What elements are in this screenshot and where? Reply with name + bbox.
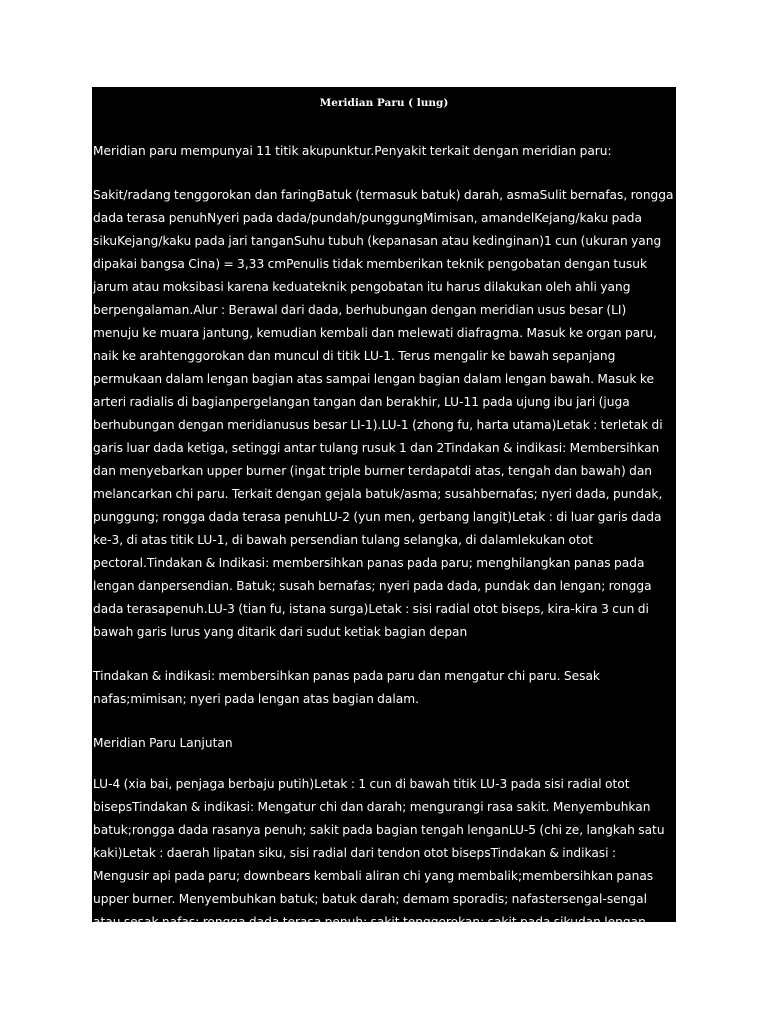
document-page [92, 87, 676, 952]
paragraph-lu4-lu5: LU-4 (xia bai, penjaga berbaju putih)Letak : 1 cun di bawah titik LU-3 pada sisi radial otot bisepsTindakan & indikasi: Mengatur chi dan darah; mengurangi rasa sakit. Menyembuhkan batuk;rongga dada rasanya penuh; sakit pada bagian tengah lenganLU-5 (chi ze, langkah satu kaki)Letak : daerah lipatan siku, sisi radial dari tendon otot bisepsTindakan & indikasi : Mengusir api pada paru; downbears kembali aliran chi yang membalik;membersihkan panas upper burner. Menyembuhkan batuk; batuk darah; demam sporadis; nafastersengal-sengal atau sesak nafas; rongga dada terasa penuh; sakit tenggorokan; sakit pada sikudan lengan dengan gejala sulit [93, 777, 665, 952]
paragraph-lu3-indications: Tindakan & indikasi: membersihkan panas pada paru dan mengatur chi paru. Sesak nafas;mimisan; nyeri pada lengan atas bagian dalam. [93, 669, 600, 706]
paragraph-symptoms-and-points: Sakit/radang tenggorokan dan faringBatuk (termasuk batuk) darah, asmaSulit bernafas, rongga dada terasa penuhNyeri pada dada/pundah/punggungMimisan, amandelKejang/kaku pada sikuKejang/kaku pada jari tanganSuhu tubuh (kepanasan atau kedinginan)1 cun (ukuran yang dipakai bangsa Cina) = 3,33 cmPenulis tidak memberikan teknik pengobatan dengan tusuk jarum atau moksibasi karena keduateknik pengobatan itu harus dilakukan oleh ahli yang berpengalaman.Alur : Berawal dari dada, berhubungan dengan meridian usus besar (LI) menuju ke muara jantung, kemudian kembali dan melewati diafragma. Masuk ke organ paru, naik ke arahtenggorokan dan muncul di titik LU-1. Terus mengalir ke bawah sepanjang permukaan dalam lengan bagian atas sampai lengan bagian dalam lengan bawah. Masuk ke arteri radialis di bagianpergelangan tangan dan berakhir, LU-11 pada ujung ibu jari (juga berhubungan dengan meridianusus besar LI-1).LU-1 (zhong fu, harta utama)Letak : terletak di garis luar dada ketiga, setinggi antar tulang rusuk 1 dan 2Tindakan & indikasi: Membersihkan dan menyebarkan upper burner (ingat triple burner terdapatdi atas, tengah dan bawah) dan melancarkan chi paru. Terkait dengan gejala batuk/asma; susahbernafas; nyeri dada, pundak, punggung; rongga dada terasa penuhLU-2 (yun men, gerbang langit)Letak : di luar garis dada ke-3, di atas titik LU-1, di bawah persendian tulang selangka, di dalamlekukan otot pectoral.Tindakan & Indikasi: membersihkan panas pada paru; menghilangkan panas pada lengan danpersendian. Batuk; susah bernafas; nyeri pada dada, pundak dan lengan; rongga dada terasapenuh.LU-3 (tian fu, istana surga)Letak : sisi radial otot biseps, kira-kira 3 cun di bawah garis lurus yang ditarik dari sudut ketiak bagian depan [93, 188, 674, 639]
paragraph-intro: Meridian paru mempunyai 11 titik akupunktur.Penyakit terkait dengan meridian paru: [93, 144, 612, 158]
section-heading-continuation: Meridian Paru Lanjutan [93, 736, 233, 750]
document-body [93, 140, 675, 978]
document-title: Meridian Paru ( lung) [319, 97, 449, 109]
